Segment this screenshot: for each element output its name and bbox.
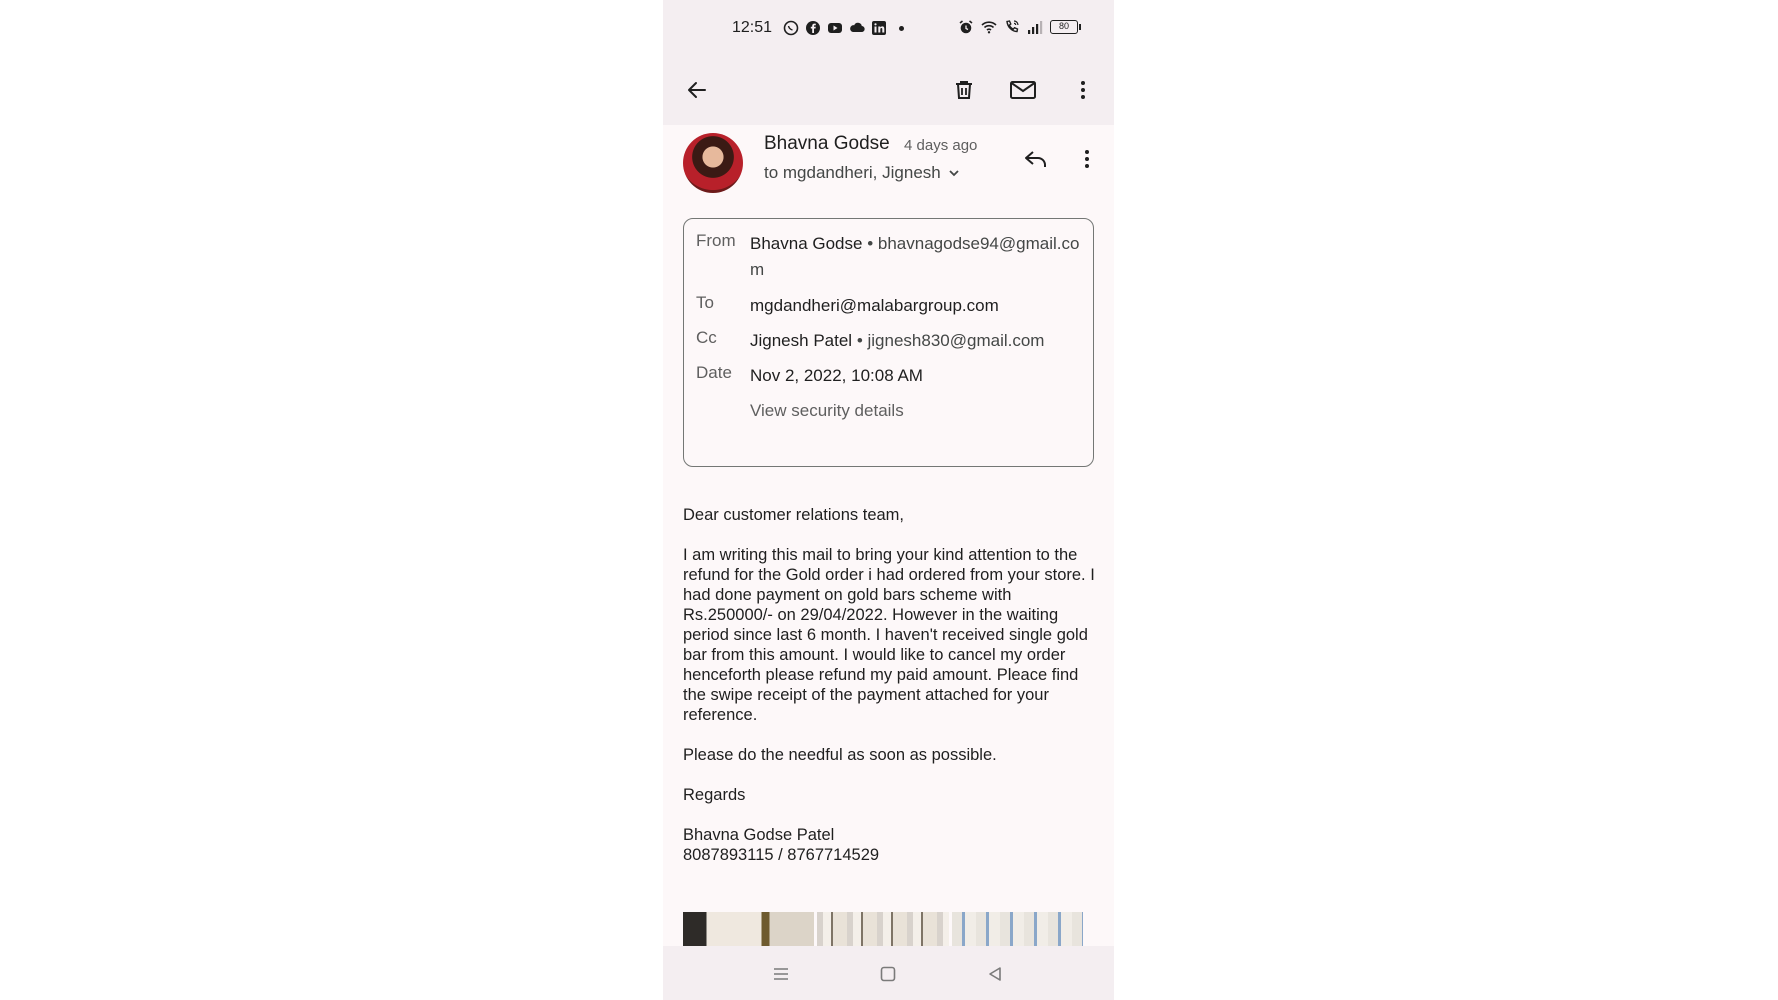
recents-button[interactable] — [767, 960, 795, 988]
mark-unread-button[interactable] — [1003, 70, 1043, 110]
signal-icon — [1027, 19, 1043, 35]
email-toolbar — [663, 58, 1114, 125]
email-header — [663, 125, 1114, 205]
reply-icon — [1023, 148, 1049, 170]
youtube-icon — [827, 20, 843, 36]
back-triangle-icon — [986, 965, 1004, 983]
status-time: 12:51 — [732, 19, 773, 36]
cc-value: Jignesh Patel • jignesh830@gmail.com — [750, 331, 1045, 350]
date-label: Date — [696, 363, 732, 382]
delete-button[interactable] — [944, 70, 984, 110]
body-paragraph: I am writing this mail to bring your kind attention to the refund for the Gold order i had ordered from your store. I had done payment on gold bars scheme with Rs.250000/- on 29/04/2022. However in the waiting period since last 6 month. I haven't received single gold bar from this amount. I would like to cancel my order henceforth please refund my paid amount. Pleace find the swipe receipt of the payment attached for your reference. — [683, 546, 1095, 724]
mail-unread-icon — [1009, 78, 1037, 102]
more-vert-icon — [1075, 147, 1099, 171]
email-body — [683, 505, 1098, 885]
attachment-image-part — [952, 912, 1083, 948]
body-closing: Please do the needful as soon as possible. — [683, 746, 997, 764]
phone-screen — [663, 0, 1114, 1000]
wifi-call-icon — [1004, 19, 1020, 35]
nav-back-button[interactable] — [981, 960, 1009, 988]
from-value: Bhavna Godse • bhavnagodse94@gmail.com — [750, 234, 1080, 279]
reply-button[interactable] — [1018, 141, 1054, 177]
message-more-button[interactable] — [1069, 141, 1105, 177]
attachment-image-part — [683, 912, 814, 948]
from-label: From — [696, 231, 736, 250]
attachment-preview[interactable] — [683, 912, 1083, 948]
system-icons — [958, 19, 1078, 35]
from-name: Bhavna Godse — [750, 234, 863, 253]
more-vert-icon — [1071, 78, 1095, 102]
recipients-toggle[interactable] — [764, 163, 961, 183]
notification-icons — [783, 20, 904, 36]
view-security-details-link[interactable]: View security details — [750, 401, 904, 420]
recipients-summary: to mgdandheri, Jignesh — [764, 163, 941, 182]
alarm-icon — [958, 19, 974, 35]
home-button[interactable] — [874, 960, 902, 988]
system-nav-bar — [663, 946, 1114, 1000]
home-square-icon — [879, 965, 897, 983]
menu-icon — [772, 966, 790, 982]
linkedin-icon — [871, 20, 887, 36]
toolbar-more-button[interactable] — [1063, 70, 1103, 110]
battery-indicator: 80 — [1050, 20, 1078, 34]
body-regards: Regards — [683, 786, 746, 804]
status-bar — [663, 0, 1114, 58]
sender-name: Bhavna Godse — [764, 133, 890, 154]
attachment-image-part — [817, 912, 948, 948]
date-value: Nov 2, 2022, 10:08 AM — [750, 366, 923, 385]
wifi-icon — [981, 19, 997, 35]
sender-avatar[interactable] — [683, 133, 743, 193]
body-greeting: Dear customer relations team, — [683, 506, 905, 524]
facebook-icon — [805, 20, 821, 36]
cloud-icon — [849, 20, 865, 36]
sent-time-ago: 4 days ago — [904, 137, 978, 154]
to-label: To — [696, 293, 714, 312]
cc-email[interactable]: jignesh830@gmail.com — [867, 331, 1045, 350]
cc-name: Jignesh Patel — [750, 331, 853, 350]
more-notifications-dot — [899, 26, 904, 31]
cc-label: Cc — [696, 328, 717, 347]
to-value[interactable]: mgdandheri@malabargroup.com — [750, 296, 999, 315]
from-email[interactable]: bhavnagodse94@gmail.com — [750, 234, 1080, 279]
email-details-card — [683, 218, 1094, 467]
signature-phone[interactable]: 8087893115 / 8767714529 — [683, 846, 880, 864]
back-button[interactable] — [677, 70, 717, 110]
signature-name: Bhavna Godse Patel — [683, 826, 835, 844]
back-arrow-icon — [685, 78, 709, 102]
signature — [683, 825, 1098, 865]
trash-icon — [952, 78, 976, 102]
chevron-down-icon — [947, 166, 961, 180]
whatsapp-icon — [783, 20, 799, 36]
